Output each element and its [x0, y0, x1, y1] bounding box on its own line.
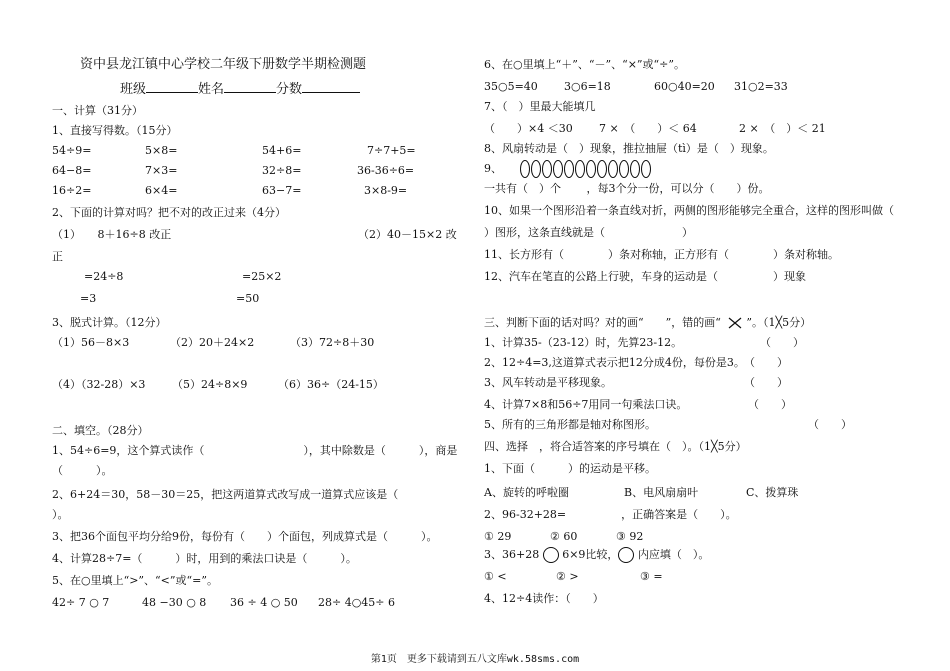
exam-title: 资中县龙江镇中心学校二年级下册数学半期检测题: [80, 57, 367, 72]
oral-item: 6×4=: [145, 184, 178, 197]
judge-answer[interactable]: （ ）: [808, 418, 852, 431]
fill-10: 10、如果一个图形沿着一条直线对折，两侧的图形能够完全重合，这样的图形叫做（: [484, 204, 894, 217]
oral-item: 54÷9=: [52, 144, 92, 157]
choice-1: 1、下面（ ）的运动是平移。: [484, 462, 656, 475]
fill-5: 5、在○里填上“>”、“<”或“=”。: [52, 574, 218, 587]
calc-item: （3）72÷8＋30: [290, 336, 375, 349]
fill-12: 12、汽车在笔直的公路上行驶，车身的运动是（ ）现象: [484, 270, 806, 283]
ring-icon: [608, 160, 618, 178]
max-fill-item: （ ）×4 ＜30: [484, 122, 573, 135]
judge-item: 1、计算35-（23-12）时，先算23-12。: [484, 336, 683, 349]
q2-part-a: （1） 8＋16÷8 改正: [52, 228, 172, 241]
ring-icon: [553, 160, 563, 178]
fill-9-label: 9、: [484, 162, 502, 175]
q2-step: =24÷8: [84, 270, 124, 283]
fill-8: 8、风扇转动是（ ）现象，推拉抽屉（tì）是（ ）现象。: [484, 142, 774, 155]
choice-2-options: [484, 530, 904, 544]
oral-item: 7×3=: [145, 164, 178, 177]
student-info: [120, 80, 360, 97]
judge-item: 2、12÷4=3,这道算式表示把12分成4份，每份是3。: [484, 356, 745, 369]
option[interactable]: ② >: [556, 570, 579, 583]
fill-1: 1、54÷6=9，这个算式读作（ ），其中除数是（ ），商是: [52, 444, 458, 457]
section-1-heading: 一、计算（31分）: [52, 104, 143, 117]
question-1-2: 2、下面的计算对吗？把不对的改正过来（4分）: [52, 206, 286, 219]
max-fill-item: 7 × （ ）＜ 64: [599, 122, 697, 135]
fill-1-cont: （ ）。: [52, 464, 113, 477]
page-footer: 第1页 更多下载请到五八文库wk.58sms.com: [370, 654, 580, 665]
choice-1-options: [484, 486, 904, 500]
ring-icon: [641, 160, 651, 178]
fill-9-question: 一共有（ ）个 ，每3个分一份，可以分（ ）份。: [484, 182, 770, 195]
fill-9: [484, 160, 652, 180]
section-3-heading-text: 三、判断下面的话对吗？对的画“ ”，错的画“: [484, 316, 721, 329]
ring-icon: [586, 160, 596, 178]
choice-3-c: 内应填（ ）。: [637, 548, 710, 561]
operator-row: [484, 80, 904, 94]
name-label: 姓名: [198, 82, 225, 97]
score-blank[interactable]: [302, 80, 360, 93]
q2-part-b: （2）40－15×2 改: [358, 228, 457, 241]
cross-icon: [724, 317, 746, 329]
circle-blank-icon[interactable]: [543, 547, 559, 563]
oral-item: 36-36÷6=: [357, 164, 415, 177]
judge-answer[interactable]: （ ）: [744, 376, 788, 389]
compare-row: [52, 596, 472, 610]
option[interactable]: ③ 92: [616, 530, 644, 543]
q2-step: =50: [236, 292, 260, 305]
section-2-heading: 二、填空。（28分）: [52, 424, 149, 437]
judge-item: 3、风车转动是平移现象。: [484, 376, 612, 389]
fill-3: 3、把36个面包平均分给9份，每份有（ ）个面包，列成算式是（ ）。: [52, 530, 438, 543]
ring-icon: [575, 160, 585, 178]
oral-item: 3×8-9=: [364, 184, 408, 197]
q2-part-b-cont: 正: [52, 250, 63, 263]
option[interactable]: ① 29: [484, 530, 512, 543]
fill-2: 2、6+24＝30，58－30＝25，把这两道算式改写成一道算式应该是（: [52, 488, 399, 501]
option[interactable]: C、拨算珠: [746, 486, 799, 499]
question-1-1: 1、直接写得数。（15分）: [52, 124, 178, 137]
circle-blank-icon[interactable]: [618, 547, 634, 563]
fill-4: 4、计算28÷7=（ ）时，用到的乘法口诀是（ ）。: [52, 552, 357, 565]
ring-icon: [564, 160, 574, 178]
judge-item: 4、计算7×8和56÷7用同一句乘法口诀。: [484, 398, 688, 411]
option[interactable]: ② 60: [550, 530, 578, 543]
choice-2: 2、96-32+28= ，正确答案是（ ）。: [484, 508, 737, 521]
oral-item: 7÷7+5=: [367, 144, 416, 157]
oral-item: 32÷8=: [262, 164, 302, 177]
ring-group-icon: [520, 160, 652, 178]
choice-3-options: [484, 570, 904, 584]
oral-row: [52, 144, 472, 158]
choice-3-b: 6×9比较，: [562, 548, 619, 561]
score-label: 分数: [276, 82, 303, 97]
compare-item: 42÷ 7 ○ 7: [52, 596, 110, 609]
q2-step: =25×2: [242, 270, 282, 283]
judge-answer[interactable]: （ ）: [744, 356, 788, 369]
compare-item: 28÷ 4○45÷ 6: [318, 596, 396, 609]
operator-item: 3○6=18: [564, 80, 611, 93]
calc-item: （2）20＋24×2: [170, 336, 255, 349]
calc-item: （5）24÷8×9: [172, 378, 248, 391]
judge-answer[interactable]: （ ）: [760, 336, 804, 349]
section-4-heading: 四、选择 ，将合适答案的序号填在（ ）。（1╳5分）: [484, 440, 747, 453]
calc-item: （1）56－8×3: [52, 336, 130, 349]
operator-item: 31○2=33: [734, 80, 788, 93]
max-fill-row: [484, 122, 904, 136]
calc-item: （4）（32-28）×3: [52, 378, 146, 391]
ring-icon: [630, 160, 640, 178]
oral-row: [52, 164, 472, 178]
class-label: 班级: [120, 82, 147, 97]
oral-item: 5×8=: [145, 144, 178, 157]
name-blank[interactable]: [224, 80, 276, 93]
judge-answer[interactable]: （ ）: [748, 398, 792, 411]
fill-6: 6、在○里填上“＋”、“－”、“×”或“÷”。: [484, 58, 686, 71]
oral-item: 54+6=: [262, 144, 302, 157]
fill-2-cont: ）。: [52, 508, 69, 521]
option[interactable]: ① <: [484, 570, 507, 583]
choice-4: 4、12÷4读作：（ ）: [484, 592, 604, 605]
ring-icon: [520, 160, 530, 178]
question-1-3: 3、脱式计算。（12分）: [52, 316, 167, 329]
calc-row: [52, 378, 472, 392]
max-fill-item: 2 × （ ）＜ 21: [739, 122, 826, 135]
fill-10-cont: ）图形，这条直线就是（ ）: [484, 226, 693, 239]
oral-item: 64−8=: [52, 164, 92, 177]
option[interactable]: B、电风扇扇叶: [624, 486, 699, 499]
ring-icon: [619, 160, 629, 178]
choice-3: [484, 546, 709, 566]
section-3-heading: [484, 316, 811, 330]
compare-item: 36 ÷ 4 ○ 50: [230, 596, 298, 609]
operator-item: 60○40=20: [654, 80, 715, 93]
q2-step: =3: [80, 292, 97, 305]
oral-item: 63−7=: [262, 184, 302, 197]
section-3-heading-tail: ”。（1╳5分）: [746, 316, 812, 329]
calc-row: [52, 336, 472, 350]
oral-row: [52, 184, 472, 198]
fill-11: 11、长方形有（ ）条对称轴，正方形有（ ）条对称轴。: [484, 248, 839, 261]
fill-7: 7、（ ）里最大能填几: [484, 100, 596, 113]
choice-3-a: 3、36+28: [484, 548, 540, 561]
ring-icon: [531, 160, 541, 178]
oral-item: 16÷2=: [52, 184, 92, 197]
ring-icon: [542, 160, 552, 178]
class-blank[interactable]: [146, 80, 198, 93]
operator-item: 35○5=40: [484, 80, 538, 93]
ring-icon: [597, 160, 607, 178]
judge-item: 5、所有的三角形都是轴对称图形。: [484, 418, 656, 431]
compare-item: 48 −30 ○ 8: [142, 596, 207, 609]
option[interactable]: ③ =: [640, 570, 663, 583]
option[interactable]: A、旋转的呼啦圈: [484, 486, 569, 499]
calc-item: （6）36÷（24-15）: [278, 378, 384, 391]
